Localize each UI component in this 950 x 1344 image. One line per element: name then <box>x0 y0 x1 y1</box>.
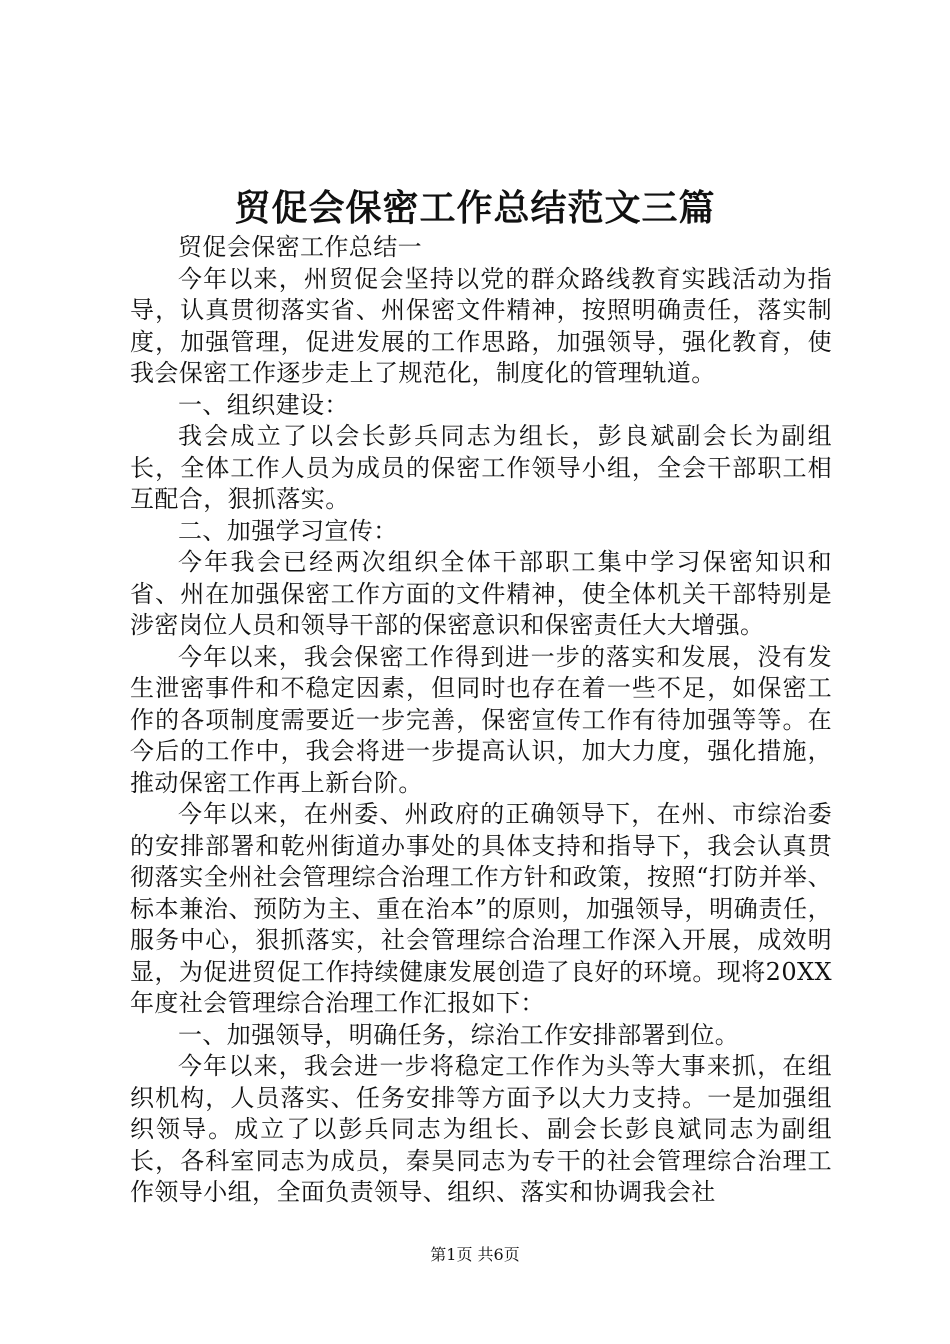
paragraph: 今年以来，在州委、州政府的正确领导下，在州、市综治委的安排部署和乾州街道办事处的具体支持和指导下，我会认真贯彻落实全州社会管理综合治理工作方针和政策，按照“打防并举、标本兼治、预防为主、重在治本”的原则，加强领导，明确责任，服务中心，狠抓落实，社会管理综合治理工作深入开展，成效明显，为促进贸促工作持续健康发展创造了良好的环境。现将20XX年度社会管理综合治理工作汇报如下： <box>130 800 832 1017</box>
section-heading: 一、加强领导，明确任务，综治工作安排部署到位。 <box>178 1020 740 1049</box>
section-heading: 二、加强学习宣传： <box>178 516 398 545</box>
paragraph: 今年以来，我会保密工作得到进一步的落实和发展，没有发生泄密事件和不稳定因素，但同时也存在着一些不足，如保密工作的各项制度需要近一步完善，保密宣传工作有待加强等等。在今后的工作中，我会将进一步提高认识，加大力度，强化措施，推动保密工作再上新台阶。 <box>130 642 832 797</box>
paragraph-heading: 贸促会保密工作总结一 <box>178 233 422 261</box>
paragraph: 今年我会已经两次组织全体干部职工集中学习保密知识和省、州在加强保密工作方面的文件精神，使全体机关干部特别是涉密岗位人员和领导干部的保密意识和保密责任大大增强。 <box>130 548 832 639</box>
paragraph: 今年以来，州贸促会坚持以党的群众路线教育实践活动为指导，认真贯彻落实省、州保密文件精神，按照明确责任，落实制度，加强管理，促进发展的工作思路，加强领导，强化教育，使我会保密工作逐步走上了规范化，制度化的管理轨道。 <box>130 264 832 387</box>
paragraph: 我会成立了以会长彭兵同志为组长，彭良斌副会长为副组长，全体工作人员为成员的保密工作领导小组，全会干部职工相互配合，狠抓落实。 <box>130 422 832 513</box>
section-heading: 一、组织建设： <box>178 390 349 419</box>
page-number-footer: 第1页 共6页 <box>430 1245 520 1264</box>
document-title: 贸促会保密工作总结范文三篇 <box>234 187 716 229</box>
document-body <box>130 232 832 1209</box>
paragraph: 今年以来，我会进一步将稳定工作作为头等大事来抓，在组织机构，人员落实、任务安排等方面予以大力支持。一是加强组织领导。成立了以彭兵同志为组长、副会长彭良斌同志为副组长，各科室同志为成员，秦昊同志为专干的社会管理综合治理工作领导小组，全面负责领导、组织、落实和协调我会社 <box>130 1052 832 1206</box>
